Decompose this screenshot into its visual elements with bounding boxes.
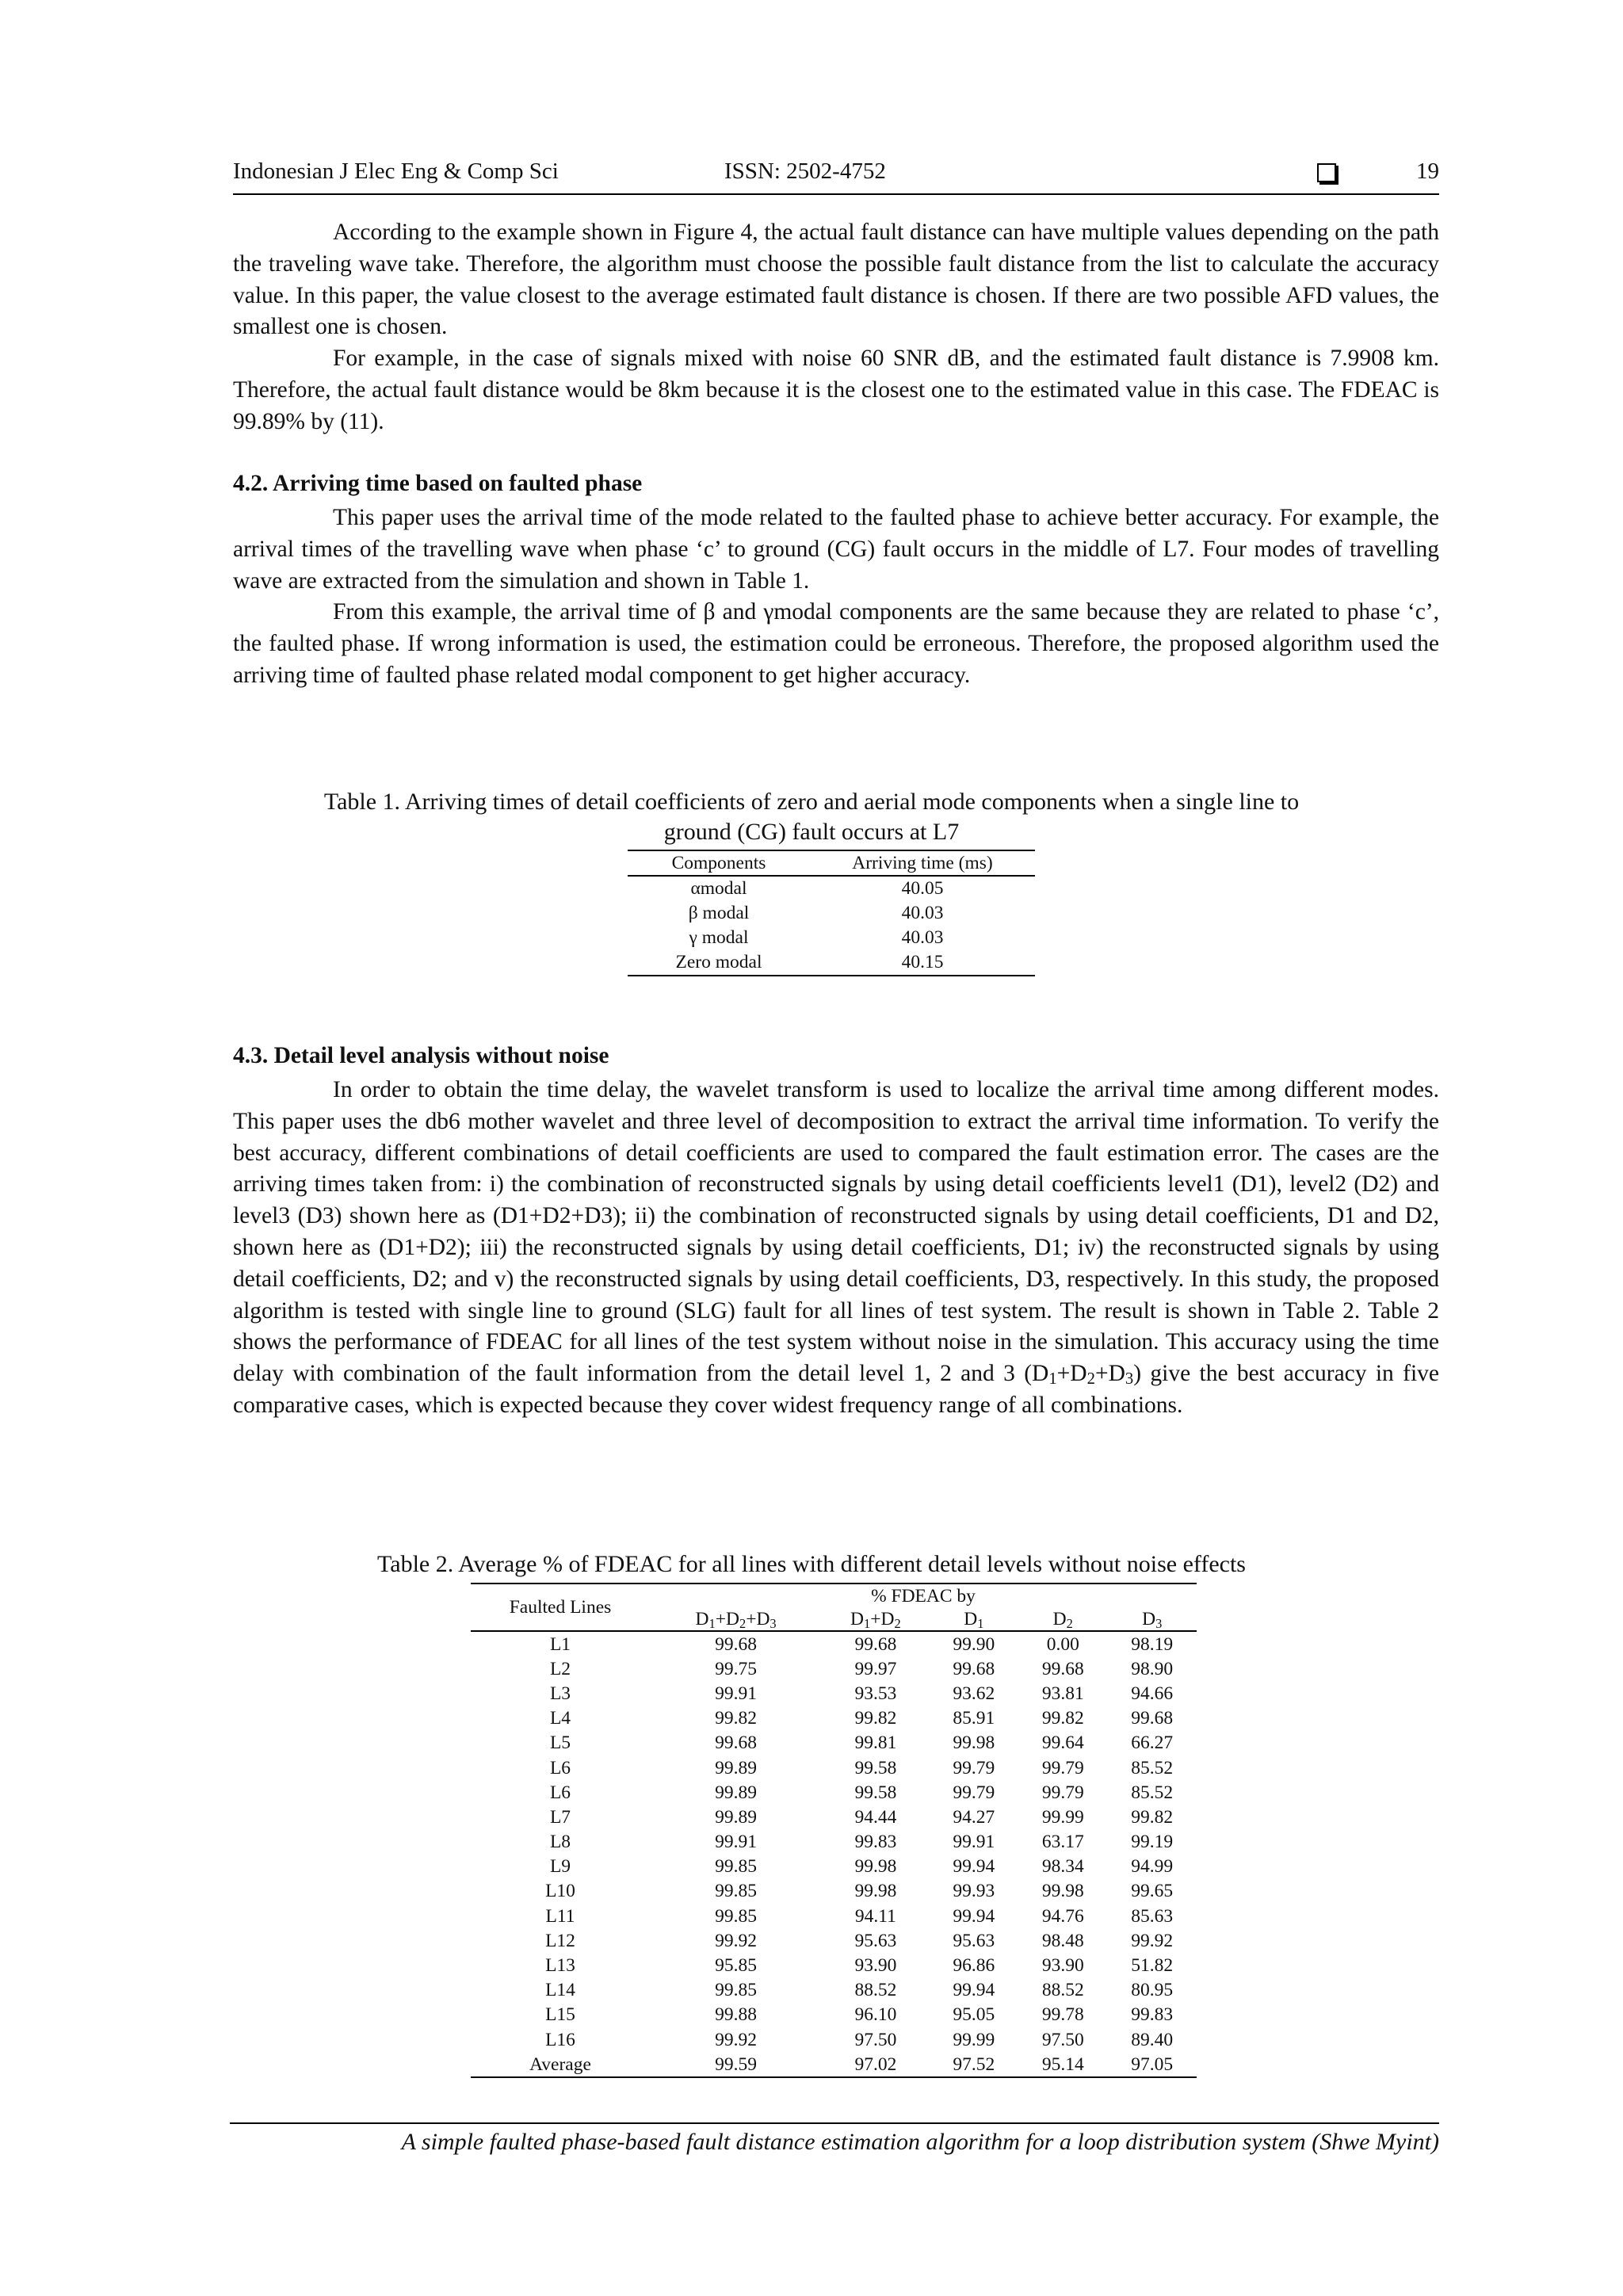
table-cell: L8 — [549, 1832, 571, 1853]
table-cell: 40.15 — [901, 952, 944, 972]
table-cell: 99.93 — [953, 1881, 995, 1902]
table-cell: 99.83 — [854, 1832, 897, 1853]
table-row — [471, 1978, 1197, 2003]
table2-column-header: $D_1+D_2+D_3$ — [650, 1607, 822, 1631]
footer-rule — [230, 2122, 1439, 2124]
table-cell: 97.02 — [854, 2053, 897, 2075]
table-cell: 94.11 — [854, 1905, 896, 1927]
table-cell: 96.86 — [953, 1955, 995, 1977]
table2-body — [471, 1631, 1197, 2077]
table-cell: L6 — [549, 1782, 571, 1803]
table-cell: 94.99 — [1131, 1856, 1174, 1878]
table-cell: 99.68 — [715, 1733, 758, 1754]
table-row — [628, 950, 1035, 976]
square-icon — [1317, 163, 1336, 182]
table-cell: 95.63 — [854, 1930, 897, 1951]
table-cell: 85.52 — [1131, 1757, 1174, 1778]
table-row — [471, 1928, 1197, 1953]
table-cell: 99.85 — [715, 1980, 758, 2001]
table-cell: 94.76 — [1041, 1905, 1084, 1927]
table-cell: 51.82 — [1131, 1955, 1174, 1977]
table-cell: L9 — [549, 1856, 571, 1878]
table-cell: 97.52 — [953, 2053, 995, 2075]
table1-caption-line2: ground (CG) fault occurs at L7 — [663, 819, 960, 845]
table-cell: L14 — [545, 1980, 575, 2001]
subscript: 1 — [1048, 1370, 1057, 1389]
table-row — [471, 1780, 1197, 1805]
table-cell: 93.53 — [854, 1683, 897, 1704]
table-cell: 99.90 — [953, 1633, 995, 1655]
table-cell: 99.85 — [715, 1881, 758, 1902]
table-cell: 99.97 — [854, 1658, 897, 1679]
section-4-3-text — [233, 1075, 1439, 1422]
table-cell: 98.19 — [1131, 1633, 1174, 1655]
intro-text — [233, 217, 1439, 438]
table-cell: 99.79 — [953, 1782, 995, 1803]
table-cell: 95.85 — [715, 1955, 758, 1977]
paragraph-text: ) give the best accuracy in five comparative cases, which is expected because they cover widest frequency range of all combinations. — [233, 1361, 1439, 1418]
table-cell: 97.50 — [1041, 2029, 1084, 2050]
table-cell: 99.91 — [953, 1832, 995, 1853]
table-cell: L13 — [545, 1955, 575, 1977]
table-row — [471, 1830, 1197, 1855]
table2-column-header: $D_3$ — [1107, 1607, 1197, 1631]
table-cell: 94.27 — [953, 1806, 995, 1828]
table-cell: 99.75 — [715, 1658, 758, 1679]
table-cell: 95.63 — [953, 1930, 995, 1951]
table-cell: 99.98 — [953, 1733, 995, 1754]
table-cell: 99.91 — [715, 1683, 758, 1704]
table-cell: 99.83 — [1131, 2004, 1174, 2026]
table-cell: 99.79 — [1041, 1757, 1084, 1778]
table-cell: 99.19 — [1131, 1832, 1174, 1853]
table-cell: 99.59 — [715, 2053, 758, 2075]
table-cell: 88.52 — [1041, 1980, 1084, 2001]
table-cell: 99.88 — [715, 2004, 758, 2026]
table-cell: L16 — [545, 2029, 575, 2050]
table1-header: Arriving time (ms) — [810, 850, 1035, 876]
table-row — [471, 1855, 1197, 1879]
table-cell: 99.68 — [1131, 1708, 1174, 1729]
table-cell: L2 — [549, 1658, 571, 1679]
table-cell: 98.34 — [1041, 1856, 1084, 1878]
table1 — [628, 850, 1035, 976]
table-row — [471, 1805, 1197, 1829]
table-cell: 94.66 — [1131, 1683, 1174, 1704]
table-cell: 99.68 — [1041, 1658, 1084, 1679]
table-cell: 99.85 — [715, 1856, 758, 1878]
table2-column-header: $D_1$ — [930, 1607, 1018, 1631]
table2-caption: Table 2. Average % of FDEAC for all lines with different detail levels without noise effects — [377, 1551, 1246, 1577]
table-cell: β modal — [688, 903, 750, 923]
table-cell: 99.82 — [715, 1708, 758, 1729]
table-cell: 99.89 — [715, 1757, 758, 1778]
table-cell: 99.91 — [715, 1832, 758, 1853]
paragraph-text: +D — [1094, 1361, 1125, 1387]
table-cell: L12 — [545, 1930, 575, 1951]
table-cell: 99.82 — [1131, 1806, 1174, 1828]
table-cell: 40.05 — [901, 878, 944, 899]
table-cell: 63.17 — [1041, 1832, 1084, 1853]
running-footer: A simple faulted phase-based fault distance estimation algorithm for a loop distribution system (Shwe Myint) — [401, 2129, 1439, 2155]
table-row — [471, 1656, 1197, 1681]
table-cell: L15 — [545, 2004, 575, 2026]
table-row — [471, 1706, 1197, 1731]
table-row — [628, 876, 1035, 901]
table-cell: 94.44 — [854, 1806, 897, 1828]
paragraph: According to the example shown in Figure 4, the actual fault distance can have multiple values depending on the path the traveling wave take. Therefore, the algorithm must choose the possible fault distance from the list to calculate the accuracy value. In this paper, the value closest to the average estimated fault distance is chosen. If there are two possible AFD values, the smallest one is chosen. — [233, 220, 1439, 340]
table-cell: 99.65 — [1131, 1881, 1174, 1902]
paragraph: From this example, the arrival time of β and γmodal components are the same because they are related to phase ‘c’, the faulted phase. If wrong information is used, the estimation could be erroneous. Therefore, the proposed algorithm used the arriving time of faulted phase related modal component to get higher accuracy. — [233, 599, 1439, 688]
table-cell: 89.40 — [1131, 2029, 1174, 2050]
paragraph-text: In order to obtain the time delay, the wavelet transform is used to localize the arrival time among different modes. This paper uses the db6 mother wavelet and three level of decomposition to extract the arrival time information. To verify the best accuracy, different combinations of detail coefficients are used to compared the fault estimation error. The cases are the arriving times taken from: i) the combination of reconstructed signals by using detail coefficients level1 (D1), level2 (D2) and level3 (D3) shown here as (D1+D2+D3); ii) the combination of reconstructed signals by using detail coefficients, D1 and D2, shown here as (D1+D2); iii) the reconstructed signals by using detail coefficients, D1; iv) the reconstructed signals by using detail coefficients, D2; and v) the reconstructed signals by using detail coefficients, D3, respectively. In this study, the proposed algorithm is tested with single line to ground (SLG) fault for all lines of test system. The result is shown in Table 2. Table 2 shows the performance of FDEAC for all lines of the test system without noise in the simulation. This accuracy using the time delay with combination of the fault information from the detail level 1, 2 and 3 (D — [233, 1077, 1439, 1387]
table1-caption — [0, 787, 1623, 847]
table1-header: Components — [628, 850, 810, 876]
table-cell: 85.91 — [953, 1708, 995, 1729]
table-cell: 99.81 — [854, 1733, 897, 1754]
table2 — [471, 1583, 1197, 2078]
table-cell: 93.62 — [953, 1683, 995, 1704]
table-row — [471, 1879, 1197, 1904]
table-cell: 99.58 — [854, 1757, 897, 1778]
table-cell: 93.90 — [1041, 1955, 1084, 1977]
table-cell: L11 — [545, 1905, 575, 1927]
table-cell: 99.94 — [953, 1856, 995, 1878]
table-cell: L10 — [545, 1881, 575, 1902]
table2-group-header: % FDEAC by — [871, 1585, 976, 1606]
table-cell: 40.03 — [901, 903, 944, 923]
table-cell: 99.94 — [953, 1905, 995, 1927]
section-heading-4-2: 4.2. Arriving time based on faulted phase — [233, 471, 643, 496]
table-cell: 96.10 — [854, 2004, 897, 2026]
table-cell: 93.90 — [854, 1955, 897, 1977]
table-cell: L3 — [549, 1683, 571, 1704]
table-cell: 93.81 — [1041, 1683, 1084, 1704]
table-row — [471, 1731, 1197, 1755]
table-cell: 80.95 — [1131, 1980, 1174, 2001]
table-cell: L7 — [549, 1806, 571, 1828]
section-heading-4-3: 4.3. Detail level analysis without noise — [233, 1043, 609, 1068]
table-cell: Zero modal — [675, 952, 762, 972]
table-cell: 99.92 — [715, 1930, 758, 1951]
table-cell: 95.14 — [1041, 2053, 1084, 2075]
table-cell: 98.90 — [1131, 1658, 1174, 1679]
table-cell: 99.89 — [715, 1782, 758, 1803]
table-cell: 0.00 — [1046, 1633, 1079, 1655]
table-cell: 99.82 — [1041, 1708, 1084, 1729]
table-cell: 97.50 — [854, 2029, 897, 2050]
table-cell: 99.85 — [715, 1905, 758, 1927]
table-cell: 99.79 — [953, 1757, 995, 1778]
table-cell: 88.52 — [854, 1980, 897, 2001]
table-cell: αmodal — [690, 878, 747, 899]
table-cell: γ modal — [689, 927, 749, 948]
table-cell: 99.99 — [953, 2029, 995, 2050]
table-cell: 98.48 — [1041, 1930, 1084, 1951]
table-cell: 85.52 — [1131, 1782, 1174, 1803]
table-cell: 99.98 — [854, 1881, 897, 1902]
table-cell: 99.82 — [854, 1708, 897, 1729]
table-row — [471, 2052, 1197, 2077]
table2-column-header: $D_2$ — [1018, 1607, 1107, 1631]
table-cell: 99.68 — [715, 1633, 758, 1655]
table-row — [471, 1904, 1197, 1928]
running-header — [233, 155, 1439, 195]
table-cell: L1 — [549, 1633, 571, 1655]
table-cell: 99.68 — [854, 1633, 897, 1655]
table2-column-header: $D_1+D_2$ — [822, 1607, 929, 1631]
table-cell: L4 — [549, 1708, 571, 1729]
table-cell: 99.99 — [1041, 1806, 1084, 1828]
table-row — [471, 2027, 1197, 2052]
table-cell: 99.68 — [953, 1658, 995, 1679]
subscript: 2 — [1086, 1370, 1095, 1389]
table-cell: 99.64 — [1041, 1733, 1084, 1754]
table-cell: 66.27 — [1131, 1733, 1174, 1754]
table-cell: 99.89 — [715, 1806, 758, 1828]
subscript: 3 — [1125, 1370, 1134, 1389]
table-cell: Average — [529, 2053, 591, 2075]
section-4-2-text — [233, 502, 1439, 692]
table-cell: 85.63 — [1131, 1905, 1174, 1927]
table2-row-header: Faulted Lines — [471, 1584, 650, 1631]
page-number: 19 — [1416, 159, 1439, 184]
table-cell: 99.92 — [715, 2029, 758, 2050]
table-row — [471, 1681, 1197, 1706]
table-cell: 99.58 — [854, 1782, 897, 1803]
table-row — [471, 1631, 1197, 1656]
table-cell: L6 — [549, 1757, 571, 1778]
table-row — [628, 901, 1035, 926]
table-cell: 99.94 — [953, 1980, 995, 2001]
paragraph-text: +D — [1056, 1361, 1087, 1387]
table-cell: L5 — [549, 1733, 571, 1754]
table-cell: 95.05 — [953, 2004, 995, 2026]
table-cell: 97.05 — [1131, 2053, 1174, 2075]
table-cell: 99.92 — [1131, 1930, 1174, 1951]
table-row — [471, 2003, 1197, 2027]
paragraph: For example, in the case of signals mixed with noise 60 SNR dB, and the estimated fault distance is 7.9908 km. Therefore, the actual fault distance would be 8km because it is the closest one to the estimated value in this case. The FDEAC is 99.89% by (11). — [233, 346, 1439, 434]
table-cell: 40.03 — [901, 927, 944, 948]
issn: ISSN: 2502-4752 — [724, 159, 886, 184]
journal-name: Indonesian J Elec Eng & Comp Sci — [233, 159, 559, 184]
table-row — [628, 926, 1035, 950]
table-row — [471, 1953, 1197, 1977]
table-cell: 99.98 — [1041, 1881, 1084, 1902]
table-cell: 99.98 — [854, 1856, 897, 1878]
table1-caption-line1: Table 1. Arriving times of detail coefficients of zero and aerial mode components when a single line to — [323, 789, 1300, 815]
table-cell: 99.78 — [1041, 2004, 1084, 2026]
table-cell: 99.79 — [1041, 1782, 1084, 1803]
table-row — [471, 1755, 1197, 1780]
paragraph — [233, 1075, 1439, 1422]
paragraph: This paper uses the arrival time of the mode related to the faulted phase to achieve better accuracy. For example, the arrival times of the travelling wave when phase ‘c’ to ground (CG) fault occurs in the middle of L7. Four modes of travelling wave are extracted from the simulation and shown in Table 1. — [233, 505, 1439, 594]
